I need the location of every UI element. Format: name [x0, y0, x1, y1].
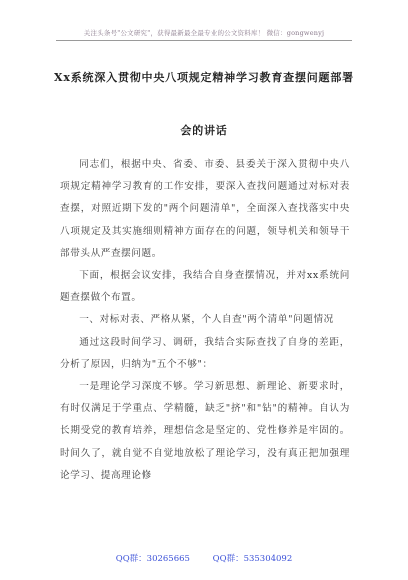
paragraph: 同志们，根据中央、省委、市委、县委关于深入贯彻中央八项规定精神学习教育的工作安排，要深入查找问题通过对标对表查摆，对照近期下发的"两个问题清单"，全面深入查找落实中央八项规定及其实施细则精神方面存在的问题，领导机关和领导干部带头从严查摆问题。: [60, 159, 350, 259]
paragraph: 通过这段时间学习、调研，我结合实际查找了自身的差距，分析了原因，归纳为"五个不够"：: [60, 336, 350, 370]
header-divider: [56, 40, 352, 41]
paragraph: 下面，根据会议安排，我结合自身查摆情况，并对xx系统问题查摆做个布置。: [60, 270, 350, 304]
paragraph: 一、对标对表、严格从紧，个人自查"两个清单"问题情况: [79, 314, 334, 326]
footer-contacts: [0, 552, 408, 564]
footer-qq-group-1: QQ群：30265665: [115, 554, 190, 564]
document-body: [60, 154, 350, 487]
document-title: Xx系统深入贯彻中央八项规定精神学习教育查摆问题部署: [54, 71, 354, 84]
document-subtitle: 会的讲话: [180, 124, 228, 137]
paragraph: 一是理论学习深度不够。学习新思想、新理论、新要求时，有时仅满足于学重点、学精髓，缺乏"挤"和"钻"的精神。自认为长期受党的教育培养，理想信念是坚定的、党性修养是牢固的。时间久了，就自觉不自觉地放松了理论学习，没有真正把加强理论学习、提高理论修: [60, 381, 350, 481]
header-note: 关注头条号"公文研究"，获得最新最全最专业的公文资料库！ 微信：gongwenyj: [83, 29, 325, 37]
footer-qq-group-2: QQ群：535304092: [212, 554, 293, 564]
